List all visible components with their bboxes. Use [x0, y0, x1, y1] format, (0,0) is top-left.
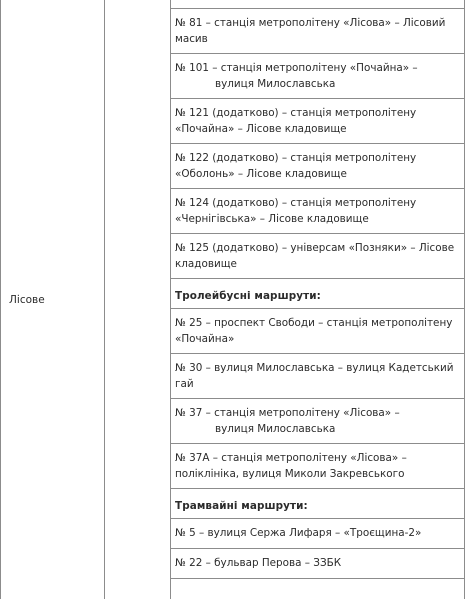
route-text-line: № 122 (додатково) – станція метрополітену	[175, 152, 417, 164]
route-text-line: № 81 – станція метрополітену «Лісова» – Лісовий	[175, 17, 446, 29]
route-cell	[171, 519, 464, 549]
table-row-blank	[171, 0, 464, 9]
route-text-line: гай	[175, 378, 194, 390]
route-text-line: № 125 (додатково) – універсам «Позняки» – Лісове	[175, 242, 455, 254]
section-header	[171, 489, 464, 519]
route-text-line: № 25 – проспект Свободи – станція метрополітену	[175, 317, 453, 329]
route-text-line: Трамвайні маршрути:	[175, 500, 308, 512]
route-text-line: Тролейбусні маршрути:	[175, 290, 321, 302]
route-cell	[171, 144, 464, 189]
route-cell	[171, 99, 464, 144]
route-text-line: «Почайна»	[175, 333, 235, 345]
route-cell	[171, 444, 464, 489]
route-cell	[171, 549, 464, 579]
route-text-line: масив	[175, 33, 208, 45]
table-border-left	[0, 0, 1, 599]
route-text-line: «Почайна» – Лісове кладовище	[175, 123, 347, 135]
route-cell	[171, 354, 464, 399]
route-text-line: «Оболонь» – Лісове кладовище	[175, 168, 347, 180]
route-cell	[171, 234, 464, 279]
route-cell	[171, 309, 464, 354]
route-cell	[171, 399, 464, 444]
route-text-line: № 101 – станція метрополітену «Почайна» –	[175, 62, 418, 74]
section-header	[171, 279, 464, 309]
route-text-line: вулиця Милославська	[215, 423, 336, 435]
route-cell	[171, 9, 464, 54]
route-text-line: № 121 (додатково) – станція метрополітену	[175, 107, 417, 119]
table-column-divider	[104, 0, 105, 599]
route-text-line: № 37А – станція метрополітену «Лісова» –	[175, 452, 407, 464]
district-name: Лісове	[9, 294, 45, 306]
route-cell	[171, 189, 464, 234]
route-text-line: № 5 – вулиця Сержа Лифаря – «Троєщина-2»	[175, 527, 422, 539]
route-cell	[171, 54, 464, 99]
route-text-line: кладовище	[175, 258, 237, 270]
route-text-line: вулиця Милославська	[215, 78, 336, 90]
route-text-line: поліклініка, вулиця Миколи Закревського	[175, 468, 405, 480]
route-text-line: № 22 – бульвар Перова – ЗЗБК	[175, 557, 342, 569]
route-text-line: № 37 – станція метрополітену «Лісова» –	[175, 407, 400, 419]
route-text-line: № 30 – вулиця Милославська – вулиця Кадетський	[175, 362, 454, 374]
route-text-line: № 124 (додатково) – станція метрополітену	[175, 197, 417, 209]
route-text-line: «Чернігівська» – Лісове кладовище	[175, 213, 369, 225]
